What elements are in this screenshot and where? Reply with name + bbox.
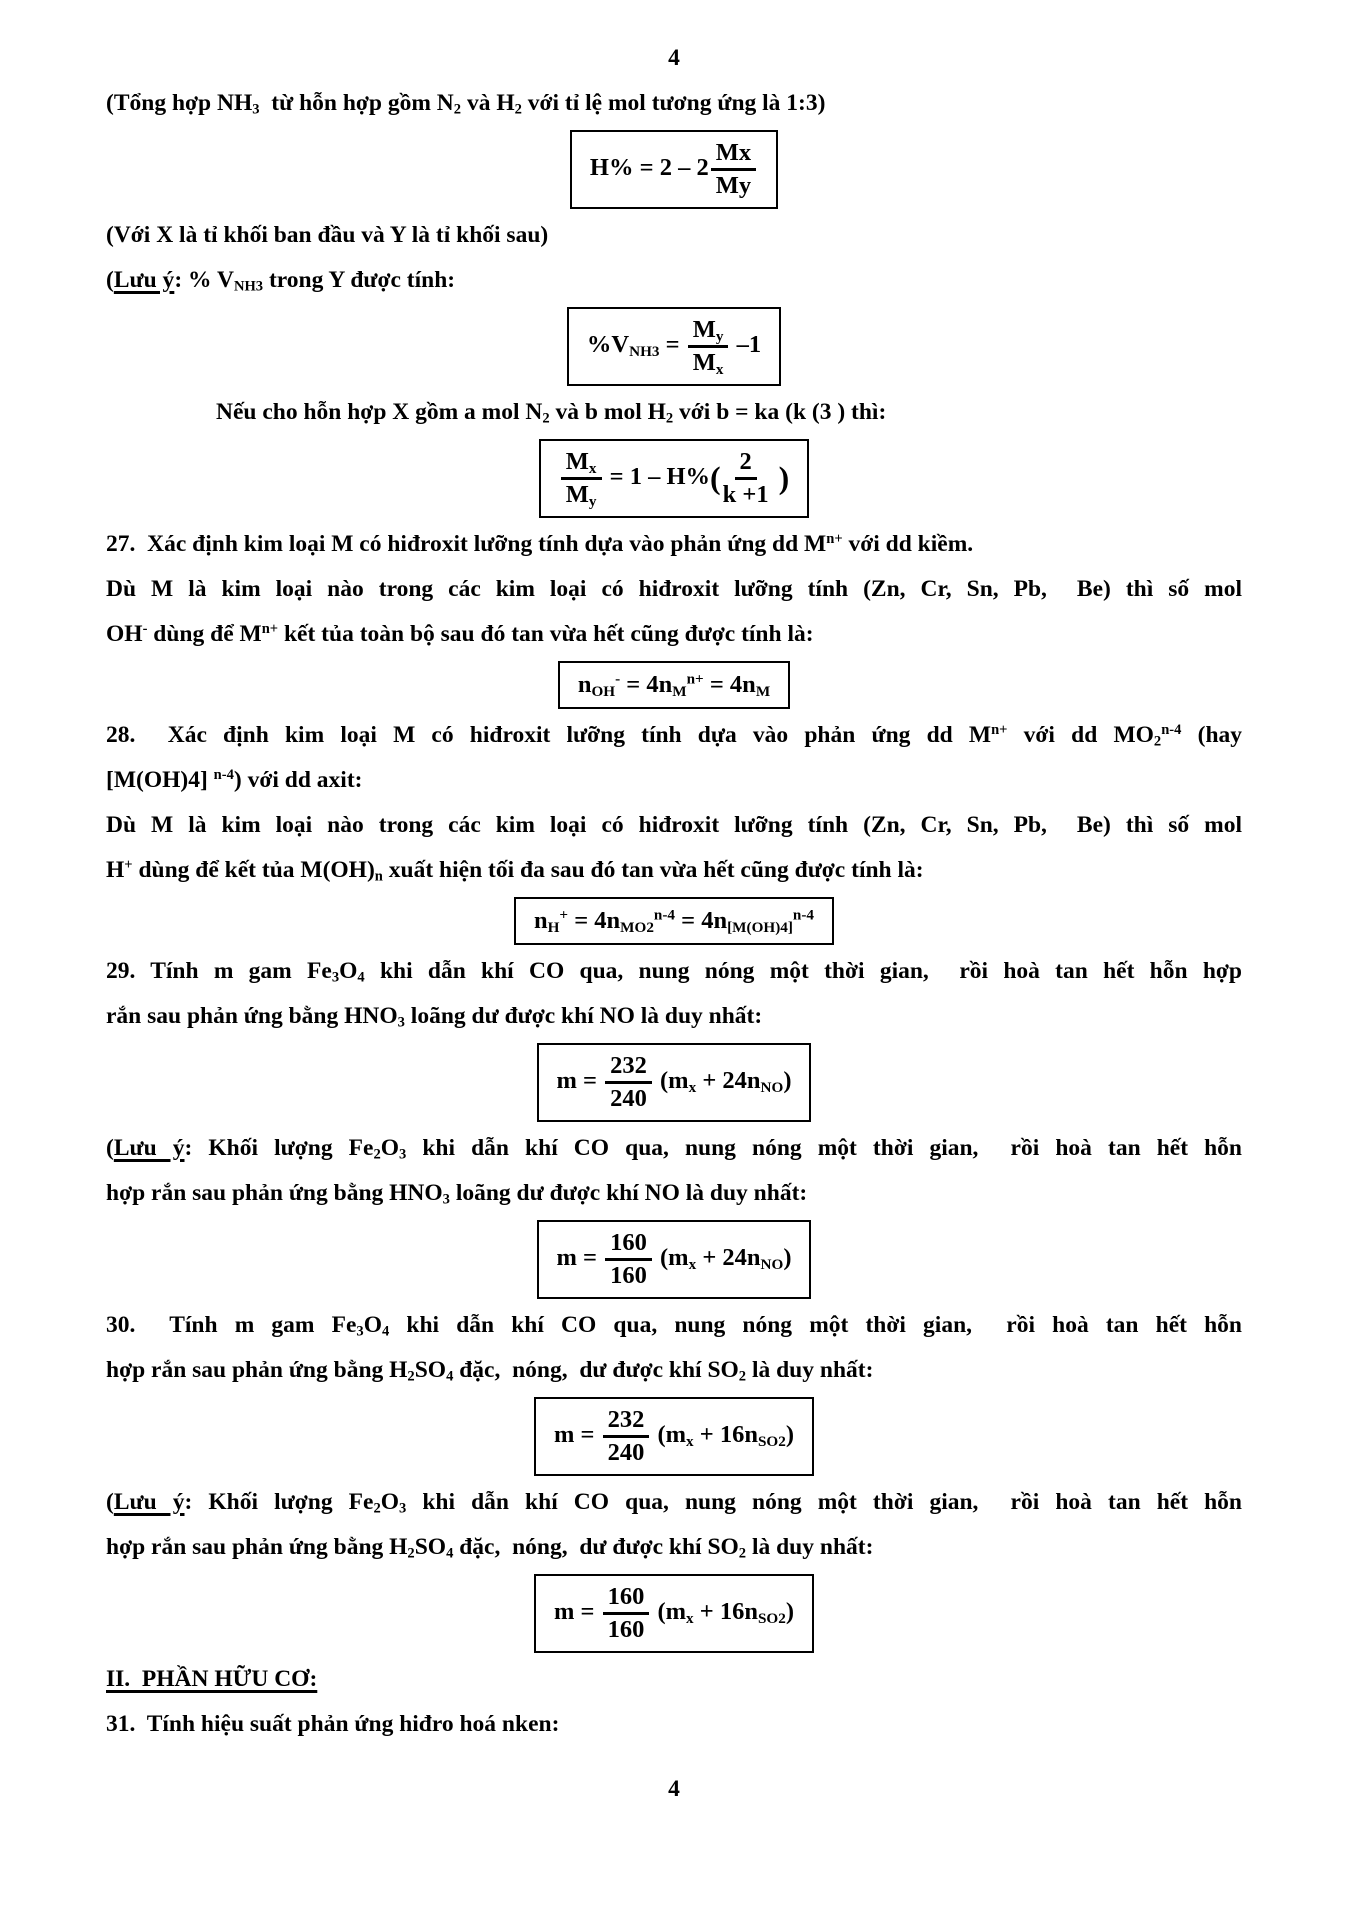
fraction-denominator: $M_x$ bbox=[692, 349, 724, 378]
subscript: 3 bbox=[399, 1146, 407, 1163]
fraction bbox=[723, 448, 769, 509]
formula-row bbox=[106, 439, 1242, 518]
formula-row bbox=[106, 661, 1242, 709]
fraction bbox=[561, 448, 602, 509]
subscript: 4 bbox=[446, 1545, 454, 1562]
subscript: 3 bbox=[252, 101, 260, 118]
text-line: OH- dùng để $M^{n+}$ kết tủa toàn bộ sau đó tan vừa hết cũng được tính là: bbox=[106, 621, 814, 647]
formula-row bbox=[106, 1397, 1242, 1476]
subscript: H bbox=[547, 918, 560, 936]
text-line: [M(OH)4] $^{n-4}$) với dd axit: bbox=[106, 767, 363, 793]
text-line: Dù M là kim loại nào trong các kim loại có hiđroxit lưỡng tính (Zn, Cr, Sn, Pb, Be) thì số mol bbox=[106, 576, 1242, 602]
text-line: rắn sau phản ứng bằng $HNO_3$ loãng dư được khí NO là duy nhất: bbox=[106, 1003, 763, 1031]
fraction bbox=[603, 1406, 650, 1467]
superscript: n+ bbox=[261, 621, 279, 637]
big-paren: ( bbox=[710, 460, 721, 496]
subscript: SO2 bbox=[757, 1432, 786, 1450]
formula-box: $\%V_{NH3}$ = $\frac{M_y}{M_x}$ –1 bbox=[567, 307, 781, 386]
subscript: OH bbox=[591, 682, 616, 700]
subscript: 2 bbox=[514, 101, 522, 118]
subscript: M bbox=[672, 682, 687, 700]
formula-row bbox=[106, 130, 1242, 209]
text-line: 27. Xác định kim loại M có hiđroxit lưỡng tính dựa vào phản ứng dd $M^{n+}$ với dd kiềm. bbox=[106, 531, 974, 557]
superscript: + bbox=[124, 857, 133, 873]
formula-row bbox=[106, 897, 1242, 945]
formula-box: m = $\frac{232}{240}$ $(m_x + 16n_{SO2})$ bbox=[534, 1397, 814, 1476]
subscript: NH3 bbox=[629, 342, 660, 360]
subscript: 2 bbox=[407, 1545, 415, 1562]
fraction-denominator: 240 bbox=[610, 1085, 647, 1112]
text-line: (Lưu ý: Khối lượng $Fe_2O_3$ khi dẫn khí CO qua, nung nóng một thời gian, rồi hoà tan hết hỗn bbox=[106, 1135, 1242, 1163]
subscript: MO2 bbox=[620, 918, 654, 936]
fraction-denominator: $M_y$ bbox=[565, 481, 597, 510]
fraction-numerator: 2 bbox=[735, 448, 757, 480]
formula-row bbox=[106, 1220, 1242, 1299]
document-content bbox=[106, 81, 1242, 1747]
formula-box: $n_{OH}^- = 4n_M^{n+} = 4n_M$ bbox=[558, 661, 790, 709]
subscript: 4 bbox=[446, 1368, 454, 1385]
subscript: y bbox=[588, 492, 597, 510]
fraction bbox=[688, 316, 729, 377]
text-line: H+ dùng để kết tủa $M(OH)_n$ xuất hiện tối đa sau đó tan vừa hết cũng được tính là: bbox=[106, 857, 924, 885]
fraction-numerator: 232 bbox=[603, 1406, 650, 1438]
fraction-denominator: 240 bbox=[607, 1439, 645, 1466]
formula-box: $n_H^+ = 4n_{MO2}^{n-4} = 4n_{[M(OH)4]}^{n-4}$ bbox=[514, 897, 834, 945]
underlined-text: Lưu ý bbox=[113, 1135, 185, 1161]
formula-row bbox=[106, 1043, 1242, 1122]
subscript: 4 bbox=[357, 969, 365, 986]
formula-box: m = $\frac{160}{160}$ $(m_x + 16n_{SO2})$ bbox=[534, 1574, 814, 1653]
subscript: [M(OH)4] bbox=[727, 918, 793, 936]
formula-box: H% = 2 – 2 $\frac{Mx}{My}$ bbox=[570, 130, 778, 209]
subscript: x bbox=[588, 459, 597, 477]
text-line: Dù M là kim loại nào trong các kim loại có hiđroxit lưỡng tính (Zn, Cr, Sn, Pb, Be) thì số mol bbox=[106, 812, 1242, 838]
subscript: 2 bbox=[453, 101, 462, 118]
fraction bbox=[605, 1052, 652, 1113]
subscript: 3 bbox=[442, 1191, 450, 1208]
subscript: 2 bbox=[1153, 733, 1162, 750]
formula-row bbox=[106, 307, 1242, 386]
fraction-numerator: 232 bbox=[605, 1052, 652, 1084]
text-line: 29. Tính m gam $Fe_3O_4$ khi dẫn khí CO qua, nung nóng một thời gian, rồi hoà tan hết hỗn hợp bbox=[106, 958, 1242, 986]
formula-box: $\frac{M_x}{M_y}$ = 1 – H%( $\frac{2}{k +1}$ ) bbox=[539, 439, 809, 518]
subscript: SO2 bbox=[757, 1609, 786, 1627]
subscript: NH3 bbox=[233, 278, 264, 295]
subscript: 2 bbox=[407, 1368, 415, 1385]
text-line: (Lưu ý: Khối lượng $Fe_2O_3$ khi dẫn khí CO qua, nung nóng một thời gian, rồi hoà tan hết hỗn bbox=[106, 1489, 1242, 1517]
subscript: x bbox=[688, 1078, 697, 1096]
subscript: 2 bbox=[373, 1500, 381, 1517]
text-line: 28. Xác định kim loại M có hiđroxit lưỡng tính dựa vào phản ứng dd $M^{n+}$ với dd $MO_2^{n-4}$ (hay bbox=[106, 722, 1243, 750]
text-line: (Lưu ý: % $V_{NH3}$ trong Y được tính: bbox=[106, 267, 456, 295]
superscript: - bbox=[142, 621, 148, 637]
subscript: 4 bbox=[381, 1323, 390, 1340]
formula-box: m = $\frac{160}{160}$ $(m_x + 24n_{NO})$ bbox=[537, 1220, 812, 1299]
section-heading bbox=[106, 1657, 1242, 1702]
subscript: M bbox=[755, 682, 771, 700]
subscript: x bbox=[715, 360, 724, 378]
subscript: n bbox=[374, 868, 383, 885]
text-line: (Tổng hợp $NH_3$ từ hỗn hợp gồm $N_2$ và $H_2$ với tỉ lệ mol tương ứng là 1:3) bbox=[106, 90, 826, 118]
fraction-numerator: Mx bbox=[711, 139, 756, 171]
page-number-top: 4 bbox=[668, 45, 680, 71]
subscript: 3 bbox=[356, 1323, 364, 1340]
formula-box: m = $\frac{232}{240}$ $(m_x + 24n_{NO})$ bbox=[537, 1043, 812, 1122]
fraction-numerator: $M_x$ bbox=[561, 448, 602, 480]
superscript: n+ bbox=[686, 670, 704, 688]
text-line: hợp rắn sau phản ứng bằng $HNO_3$ loãng dư được khí NO là duy nhất: bbox=[106, 1180, 808, 1208]
subscript: 3 bbox=[397, 1014, 405, 1031]
superscript: n+ bbox=[991, 722, 1008, 738]
underlined-text: II. PHẦN HỮU CƠ: bbox=[106, 1666, 318, 1692]
superscript: + bbox=[559, 906, 569, 924]
superscript: n-4 bbox=[1161, 722, 1182, 738]
subscript: 2 bbox=[542, 410, 550, 427]
text-line: 30. Tính m gam $Fe_3O_4$ khi dẫn khí CO qua, nung nóng một thời gian, rồi hoà tan hết hỗn bbox=[106, 1312, 1242, 1340]
subscript: 2 bbox=[665, 410, 674, 427]
subscript: NO bbox=[760, 1078, 784, 1096]
superscript: n-4 bbox=[213, 767, 234, 783]
fraction-denominator: k +1 bbox=[722, 481, 769, 508]
fraction bbox=[711, 139, 756, 200]
subscript: 2 bbox=[738, 1368, 747, 1385]
superscript: n-4 bbox=[792, 906, 815, 924]
fraction-numerator: 160 bbox=[603, 1583, 650, 1615]
fraction-denominator: My bbox=[715, 172, 752, 199]
fraction-numerator: $M_y$ bbox=[688, 316, 729, 348]
page-number-bottom: 4 bbox=[668, 1776, 680, 1802]
superscript: n-4 bbox=[653, 906, 676, 924]
big-paren: ) bbox=[770, 460, 790, 496]
formula-row bbox=[106, 1574, 1242, 1653]
subscript: NO bbox=[760, 1255, 784, 1273]
subscript: x bbox=[686, 1609, 694, 1627]
fraction-numerator: 160 bbox=[605, 1229, 652, 1261]
text-line: (Với X là tỉ khối ban đầu và Y là tỉ khối sau) bbox=[106, 222, 549, 248]
subscript: x bbox=[688, 1255, 697, 1273]
fraction-denominator: 160 bbox=[607, 1616, 645, 1643]
superscript: - bbox=[615, 670, 621, 688]
subscript: 2 bbox=[373, 1146, 381, 1163]
superscript: n+ bbox=[826, 531, 843, 547]
fraction bbox=[605, 1229, 652, 1290]
underlined-text: Lưu ý bbox=[113, 267, 175, 293]
subscript: 3 bbox=[399, 1500, 407, 1517]
text-line: Nếu cho hỗn hợp X gồm a mol $N_2$ và b mol $H_2$ với b = ka (k (3 ) thì: bbox=[216, 399, 887, 427]
subscript: 3 bbox=[331, 969, 340, 986]
text-line: hợp rắn sau phản ứng bằng $H_2SO_4$ đặc, nóng, dư được khí $SO_2$ là duy nhất: bbox=[106, 1357, 874, 1385]
subscript: x bbox=[686, 1432, 694, 1450]
text-line: 31. Tính hiệu suất phản ứng hiđro hoá nken: bbox=[106, 1711, 560, 1737]
underlined-text: Lưu ý bbox=[113, 1489, 185, 1515]
subscript: 2 bbox=[738, 1545, 747, 1562]
subscript: y bbox=[715, 327, 724, 345]
text-line: hợp rắn sau phản ứng bằng $H_2SO_4$ đặc, nóng, dư được khí $SO_2$ là duy nhất: bbox=[106, 1534, 874, 1562]
fraction bbox=[603, 1583, 650, 1644]
fraction-denominator: 160 bbox=[610, 1262, 647, 1289]
